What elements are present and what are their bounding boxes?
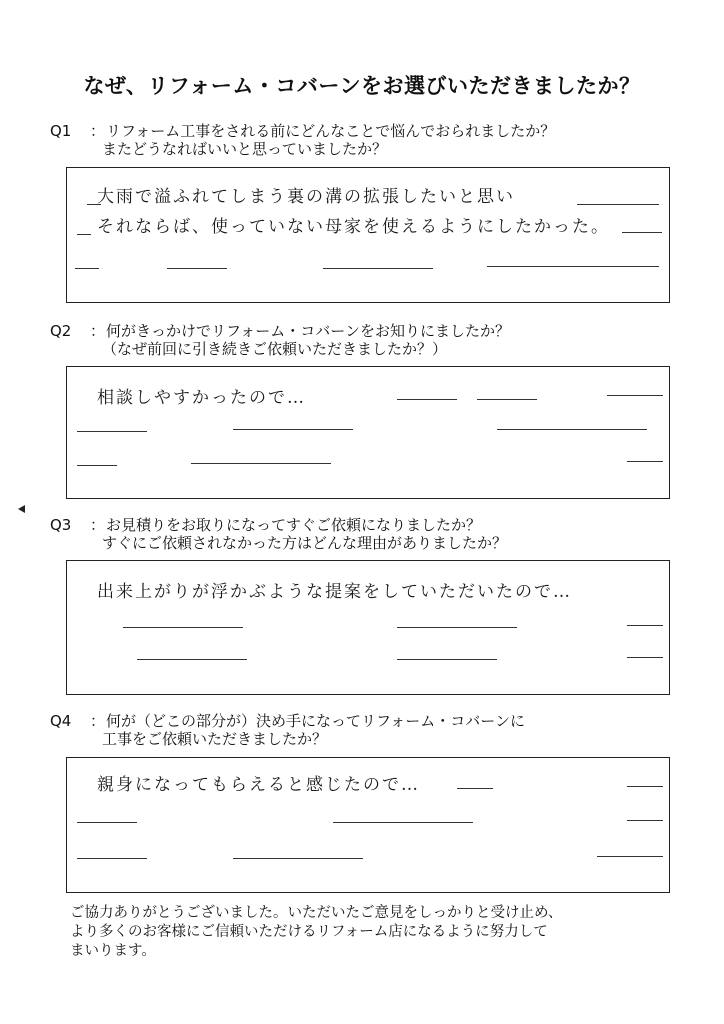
question-number: Q1 [50, 122, 72, 140]
question-number: Q4 [50, 712, 72, 730]
closing-line-3: まいります。 [70, 943, 156, 959]
question-4: Q4 ：何が（どこの部分が）決め手になってリフォーム・コバーンに 工事をご依頼いただきましたか？ [50, 712, 525, 748]
answer-line [397, 399, 457, 400]
answer-line [487, 266, 659, 267]
answer-line [627, 461, 663, 462]
closing-line-2: より多くのお客様にご信頼いただけるリフォーム店になるように努力して [70, 924, 548, 940]
answer-line [627, 820, 663, 821]
question-text: リフォーム工事をされる前にどんなことで悩んでおられましたか？ [106, 122, 556, 140]
handwritten-answer: 相談しやすかったので… [97, 388, 306, 408]
question-text-line2: またどうなればいいと思っていましたか？ [102, 140, 388, 158]
question-3: Q3 ：お見積りをお取りになってすぐご依頼になりましたか？ すぐにご依頼されなかった方はどんな理由がありましたか？ [50, 516, 508, 552]
handwritten-answer: 出来上がりが浮かぶような提案をしていただいたので… [97, 582, 572, 602]
question-2: Q2 ：何がきっかけでリフォーム・コバーンをお知りにましたか？ （なぜ前回に引き続きご依頼いただきましたか？） [50, 322, 510, 358]
answer-line [77, 465, 117, 466]
answer-line [333, 822, 473, 823]
answer-box-2 [66, 366, 670, 499]
answer-box-1 [66, 167, 670, 303]
answer-line [77, 234, 91, 235]
answer-line [457, 788, 493, 789]
question-text: 何がきっかけでリフォーム・コバーンをお知りにましたか？ [106, 322, 510, 340]
handwritten-answer: 大雨で溢ふれてしまう裏の溝の拡張したいと思い [97, 187, 515, 207]
page-edge-marker [18, 505, 25, 513]
answer-line [123, 627, 243, 628]
answer-line [323, 268, 433, 269]
question-text-line2: （なぜ前回に引き続きご依頼いただきましたか？） [102, 340, 448, 358]
closing-message [70, 904, 670, 961]
answer-line [397, 659, 497, 660]
answer-line [77, 822, 137, 823]
question-text: お見積りをお取りになってすぐご依頼になりましたか？ [106, 516, 482, 534]
answer-line [627, 786, 663, 787]
closing-line-1: ご協力ありがとうございました。いただいたご意見をしっかりと受け止め、 [70, 905, 563, 921]
answer-line [191, 463, 331, 464]
handwritten-answer: 親身になってもらえると感じたので… [97, 775, 420, 795]
answer-line [75, 268, 99, 269]
answer-line [77, 858, 147, 859]
question-number: Q3 [50, 516, 72, 534]
answer-line [597, 856, 663, 857]
answer-line [77, 431, 147, 432]
answer-line [87, 204, 101, 205]
answer-line [167, 268, 227, 269]
question-text: 何が（どこの部分が）決め手になってリフォーム・コバーンに [106, 712, 525, 730]
answer-line [627, 625, 663, 626]
answer-line [497, 429, 647, 430]
answer-box-3 [66, 560, 670, 695]
question-text-line2: すぐにご依頼されなかった方はどんな理由がありましたか？ [102, 534, 508, 552]
handwritten-answer-line2: それならば、使っていない母家を使えるようにしたかった。 [97, 217, 610, 237]
answer-line [577, 204, 659, 205]
answer-line [477, 399, 537, 400]
answer-line [397, 627, 517, 628]
answer-line [137, 659, 247, 660]
answer-line [622, 232, 662, 233]
question-text-line2: 工事をご依頼いただきましたか？ [102, 730, 328, 748]
question-1: Q1 ：リフォーム工事をされる前にどんなことで悩んでおられましたか？ またどうなればいいと思っていましたか？ [50, 122, 556, 158]
answer-line [233, 858, 363, 859]
question-number: Q2 [50, 322, 72, 340]
answer-line [607, 395, 663, 396]
page-title: なぜ、リフォーム・コバーンをお選びいただきましたか？ [83, 74, 641, 98]
answer-box-4 [66, 757, 670, 893]
answer-line [627, 657, 663, 658]
answer-line [233, 429, 353, 430]
